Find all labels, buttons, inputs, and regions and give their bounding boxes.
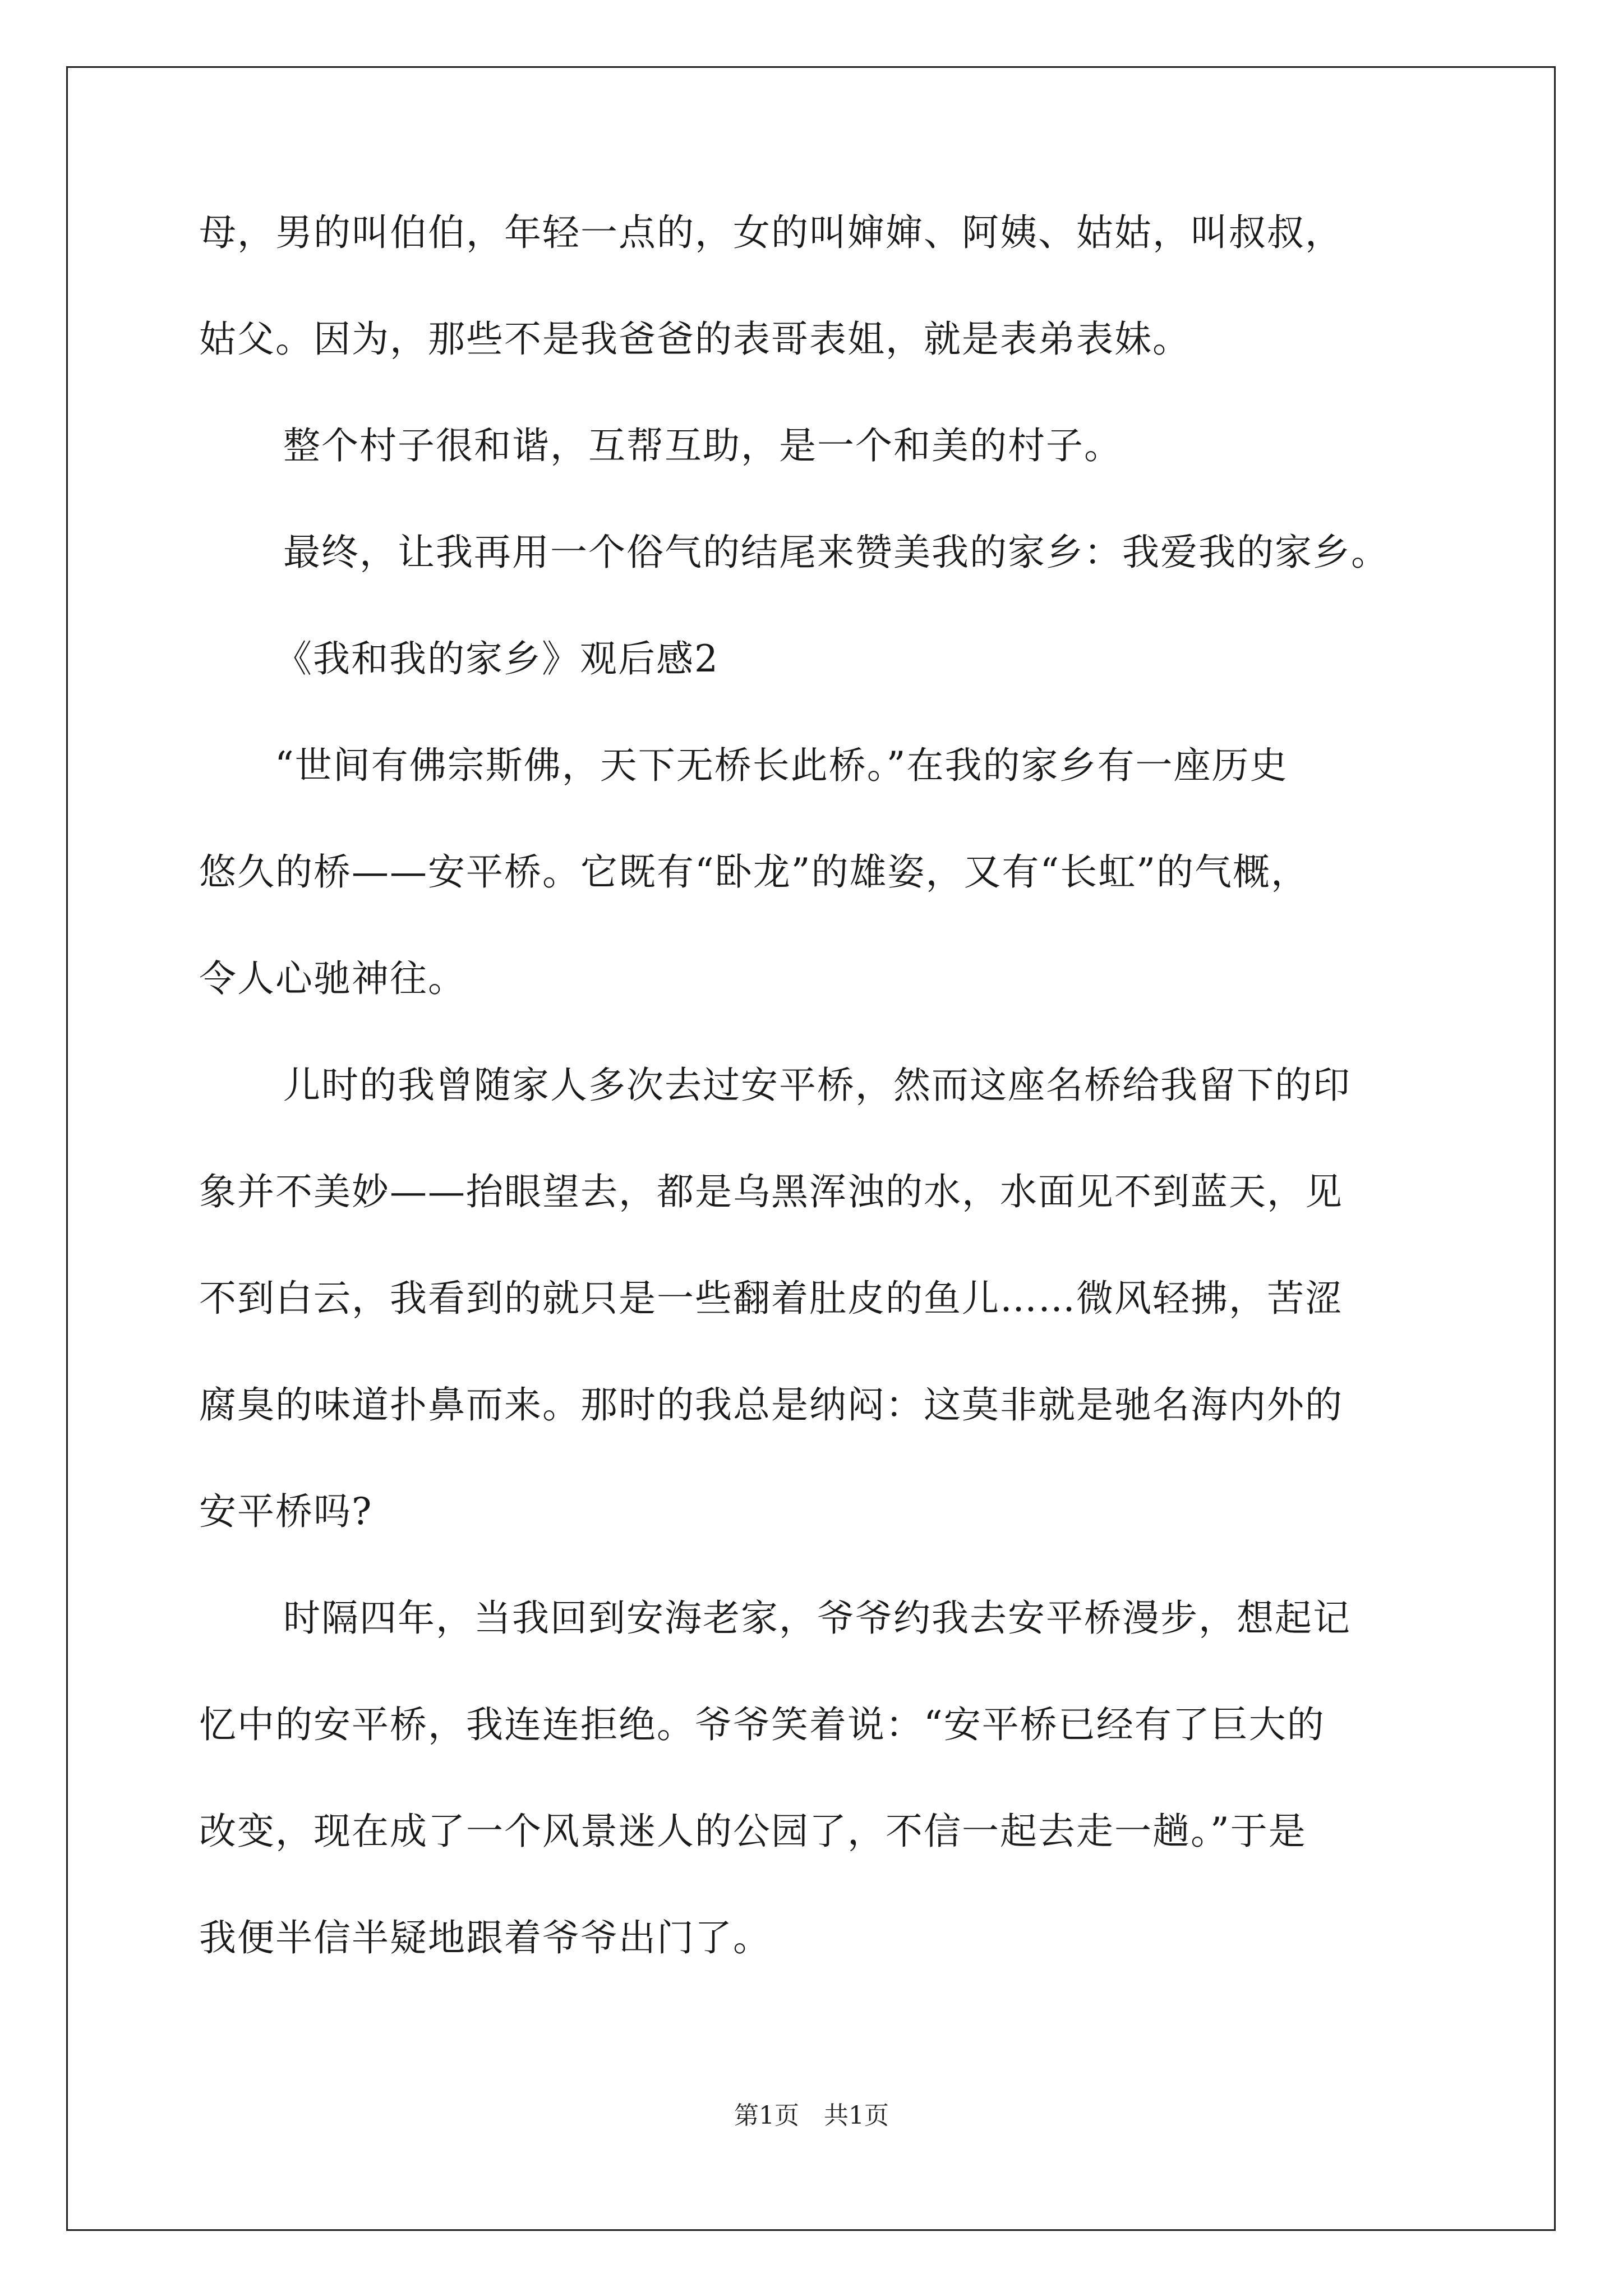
text-line: 时隔四年，当我回到安海老家，爷爷约我去安平桥漫步，想起记 <box>283 1596 1351 1640</box>
text-line: 象并不美妙——抬眼望去，都是乌黑浑浊的水，水面见不到蓝天，见 <box>199 1170 1343 1213</box>
text-line: “世间有佛宗斯佛，天下无桥长此桥。”在我的家乡有一座历史 <box>275 744 1288 787</box>
text-line: 悠久的桥——安平桥。它既有“卧龙”的雄姿，又有“长虹”的气概， <box>199 850 1309 894</box>
text-line: 母，男的叫伯伯，年轻一点的，女的叫婶婶、阿姨、姑姑，叫叔叔， <box>199 211 1343 254</box>
text-line: 令人心驰神往。 <box>199 957 466 1000</box>
text-line: 不到白云，我看到的就只是一些翻着肚皮的鱼儿……微风轻拂，苦涩 <box>199 1277 1343 1320</box>
text-line: 改变，现在成了一个风景迷人的公园了，不信一起去走一趟。”于是 <box>199 1810 1307 1853</box>
page-number: 第1页 共1页 <box>734 2101 889 2130</box>
page-border <box>66 66 1556 2231</box>
section-heading: 《我和我的家乡》观后感2 <box>275 637 719 680</box>
text-line: 腐臭的味道扑鼻而来。那时的我总是纳闷：这莫非就是驰名海内外的 <box>199 1383 1343 1427</box>
text-line: 我便半信半疑地跟着爷爷出门了。 <box>199 1916 771 1959</box>
text-line: 安平桥吗? <box>199 1490 373 1533</box>
text-line: 忆中的安平桥，我连连拒绝。爷爷笑着说：“安平桥已经有了巨大的 <box>199 1703 1325 1746</box>
text-line: 儿时的我曾随家人多次去过安平桥，然而这座名桥给我留下的印 <box>283 1064 1351 1107</box>
text-line: 姑父。因为，那些不是我爸爸的表哥表姐，就是表弟表妹。 <box>199 318 1191 361</box>
text-line: 最终，让我再用一个俗气的结尾来赞美我的家乡：我爱我的家乡。 <box>283 531 1389 574</box>
text-line: 整个村子很和谐，互帮互助，是一个和美的村子。 <box>283 424 1122 467</box>
